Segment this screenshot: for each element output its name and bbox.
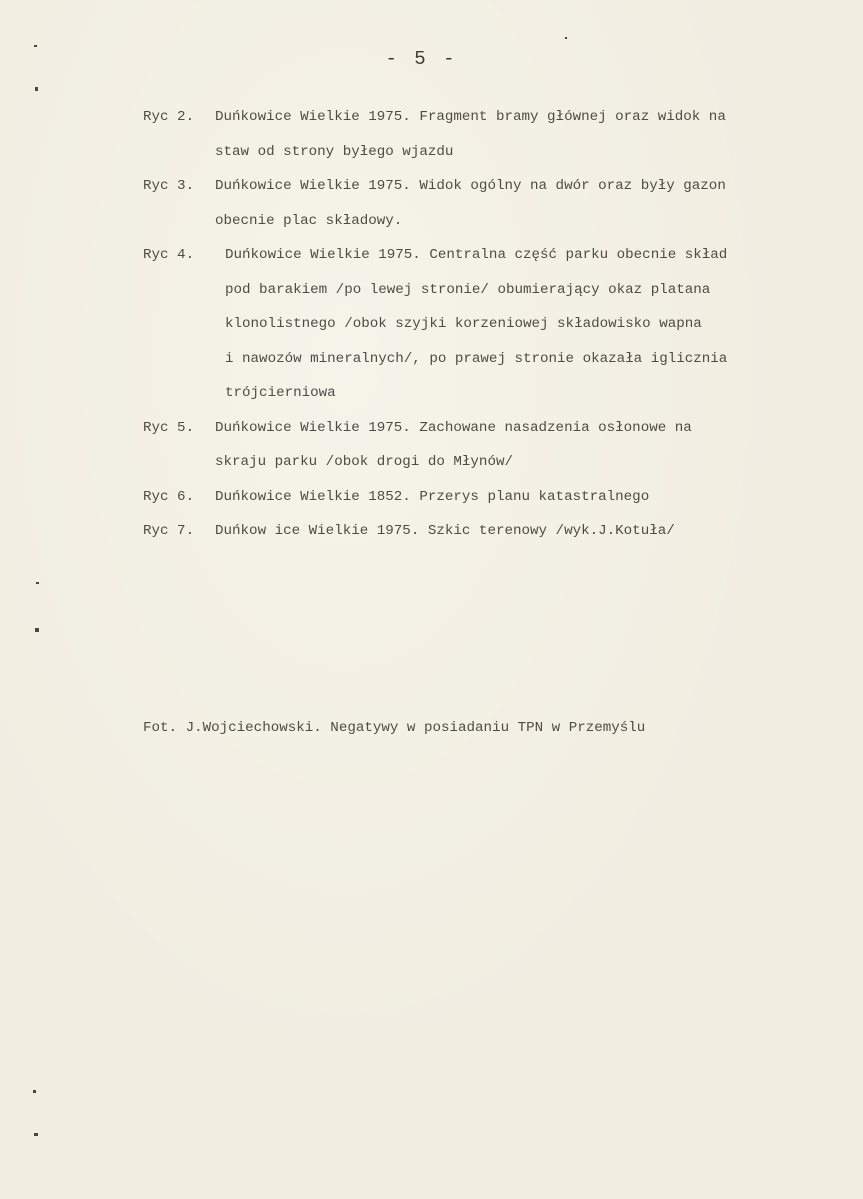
figure-caption-line: Duńkowice Wielkie 1975. Widok ogólny na dwór oraz były gazon [215,178,726,194]
scan-artifact-mark [565,37,567,39]
figure-caption-label: Ryc 3. [143,178,195,194]
figure-caption-line: trójcierniowa [225,385,336,401]
page-number: - 5 - [385,48,458,70]
figure-caption-label: Ryc 4. [143,247,195,263]
figure-caption-list [143,100,843,549]
figure-caption-label: Ryc 6. [143,488,195,505]
figure-caption-label: Ryc 7. [143,523,195,539]
figure-caption-line: skraju parku /obok drogi do Młynów/ [215,454,513,470]
figure-caption [143,411,843,480]
photo-credit: Fot. J.Wojciechowski. Negatywy w posiadaniu TPN w Przemyślu [143,720,646,736]
figure-caption-line: Duńkowice Wielkie 1852. Przerys planu katastralnego [215,488,650,505]
scan-artifact-mark [36,582,39,584]
figure-caption [143,238,843,411]
scan-artifact-mark [33,1090,36,1093]
scan-artifact-mark [34,1133,38,1136]
figure-caption-line: Duńkow ice Wielkie 1975. Szkic terenowy /wyk.J.Kotuła/ [215,523,675,539]
figure-caption-line: pod barakiem /po lewej stronie/ obumierający okaz platana [225,281,711,298]
figure-caption-line: klonolistnego /obok szyjki korzeniowej składowisko wapna [225,316,702,332]
figure-caption-line: Duńkowice Wielkie 1975. Fragment bramy głównej oraz widok na [215,109,726,125]
scan-artifact-mark [34,45,37,47]
figure-caption-line: Duńkowice Wielkie 1975. Zachowane nasadzenia osłonowe na [215,419,692,436]
figure-caption-label: Ryc 5. [143,419,195,436]
figure-caption-label: Ryc 2. [143,109,195,125]
figure-caption [143,169,843,238]
figure-caption-line: staw od strony byłego wjazdu [215,143,454,160]
figure-caption [143,514,843,549]
scan-artifact-mark [35,87,38,91]
figure-caption-line: obecnie plac składowy. [215,212,403,229]
figure-caption [143,100,843,169]
figure-caption [143,480,843,515]
figure-caption-line: Duńkowice Wielkie 1975. Centralna część parku obecnie skład [225,247,728,263]
scan-artifact-mark [35,628,39,632]
figure-caption-line: i nawozów mineralnych/, po prawej stronie okazała iglicznia [225,350,728,367]
